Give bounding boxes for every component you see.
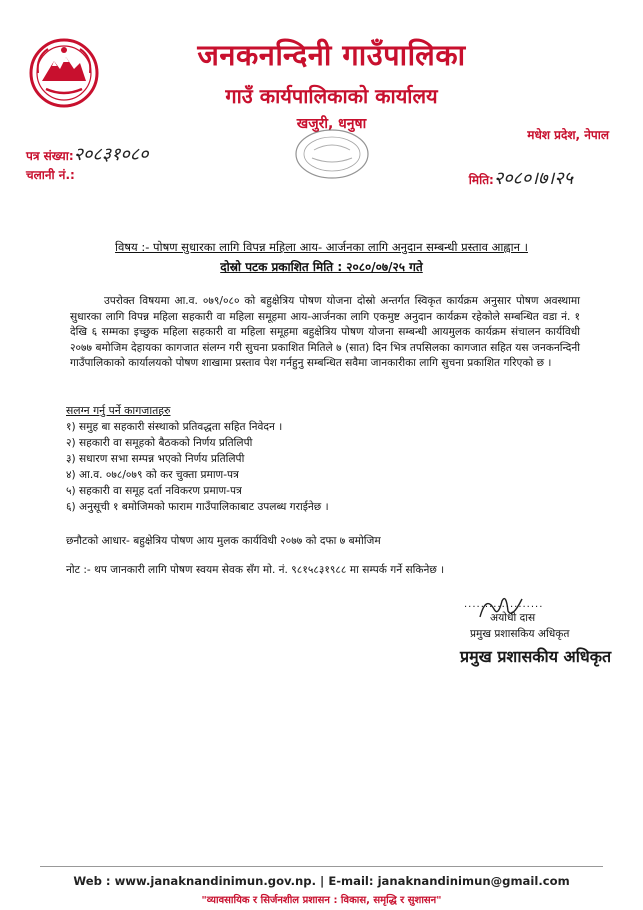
attachments-list bbox=[66, 419, 329, 515]
signatory-name: अयोधी दास bbox=[490, 612, 536, 624]
office-stamp-icon bbox=[292, 126, 372, 182]
list-item: ३) सधारण सभा सम्पन्न भएको निर्णय प्रतिलिपी bbox=[66, 453, 245, 465]
subject-line: विषय :- पोषण सुधारका लागि विपन्न महिला आय- आर्जनका लागि अनुदान सम्बन्धी प्रस्ताव आह्वान । bbox=[115, 240, 528, 254]
letter-number bbox=[26, 142, 149, 166]
office-location: खजुरी, धनुषा bbox=[296, 116, 367, 132]
date-value: २०८०।७।२५ bbox=[493, 168, 573, 189]
selection-basis: छनौटको आधार- बहुक्षेत्रिय पोषण आय मुलक कार्यविधी २०७७ को दफा ७ बमोजिम bbox=[66, 535, 381, 547]
footer-divider bbox=[40, 866, 603, 867]
letter-number-label: पत्र संख्या: bbox=[26, 149, 74, 163]
publication-date-line: दोस्रो पटक प्रकाशित मिति : २०८०/०७/२५ गते bbox=[220, 260, 423, 274]
body-paragraph: उपरोक्त विषयमा आ.व. ०७९/०८० को बहुक्षेत्रिय पोषण योजना दोस्रो अन्तर्गत स्विकृत कार्यक्रम अनुसार पोषण अवस्थामा सुधारका लागि विपन्न महिला सहकारी वा महिला समूहमा आय-आर्जनका लागि एकमुष्ट अनुदान कार्यक्रम रहेकोले सम्बन्धित वडा नं. १ देखि ६ सम्मका इच्छुक महिला सहकारी वा महिला समूहमा बहुक्षेत्रिय पोषण योजना सम्बन्धी आयमुलक कार्यक्रम संचालन कार्यविधी २०७७ बमोजिम देहायका कागजात संलग्न गरी सुचना प्रकाशित मितिले ७ (सात) दिन भित्र तपसिलका कागजात सहित यस जनकनन्दिनी गाउँपालिकाको कार्यालयको पोषण शाखामा प्रस्ताव पेश गर्नहुनु सम्बन्धित सवैमा जानकारीका लागि सुचना प्रकाशित गरिएको छ । bbox=[70, 295, 580, 370]
date-label: मिति: bbox=[468, 173, 494, 187]
list-item: ४) आ.व. ०७८/०७९ को कर चुक्ता प्रमाण-पत्र bbox=[66, 469, 239, 481]
footer-contact: Web : www.janaknandinimun.gov.np. | E-mail: janaknandinimun@gmail.com bbox=[73, 874, 570, 888]
municipality-title: जनकनन्दिनी गाउँपालिका bbox=[197, 38, 466, 72]
attachments-title: सलग्न गर्नु पर्ने कागजातहरु bbox=[66, 404, 171, 417]
footer-motto: "व्यावसायिक र सिर्जनशील प्रशासन : विकास, समृद्धि र सुशासन" bbox=[201, 895, 442, 906]
list-item: ६) अनुसूची १ बमोजिमको फाराम गाउँपालिकाबाट उपलब्ध गराईनेछ । bbox=[66, 501, 329, 513]
province-label: मधेश प्रदेश, नेपाल bbox=[527, 128, 609, 142]
designation-stamp: प्रमुख प्रशासकीय अधिकृत bbox=[460, 647, 612, 666]
office-title: गाउँ कार्यपालिकाको कार्यालय bbox=[225, 84, 438, 108]
dispatch-number-label: चलानी नं.: bbox=[26, 168, 75, 182]
signature-line: ................... bbox=[464, 599, 544, 610]
list-item: ५) सहकारी वा समूह दर्ता नविकरण प्रमाण-पत्र bbox=[66, 485, 242, 497]
list-item: २) सहकारी वा समूहको बैठकको निर्णय प्रतिलिपी bbox=[66, 437, 253, 449]
list-item: १) समुह बा सहकारी संस्थाको प्रतिवद्धता सहित निवेदन । bbox=[66, 421, 283, 433]
letter-date bbox=[469, 166, 573, 190]
letter-number-value: २०८३१०८० bbox=[73, 144, 149, 165]
signatory-designation: प्रमुख प्रशासकिय अधिकृत bbox=[470, 628, 570, 640]
contact-note: नोट :- थप जानकारी लागि पोषण स्वयम सेवक सँग मो. नं. ९८१५८३१९८८ मा सम्पर्क गर्ने सकिनेछ । bbox=[66, 564, 445, 576]
